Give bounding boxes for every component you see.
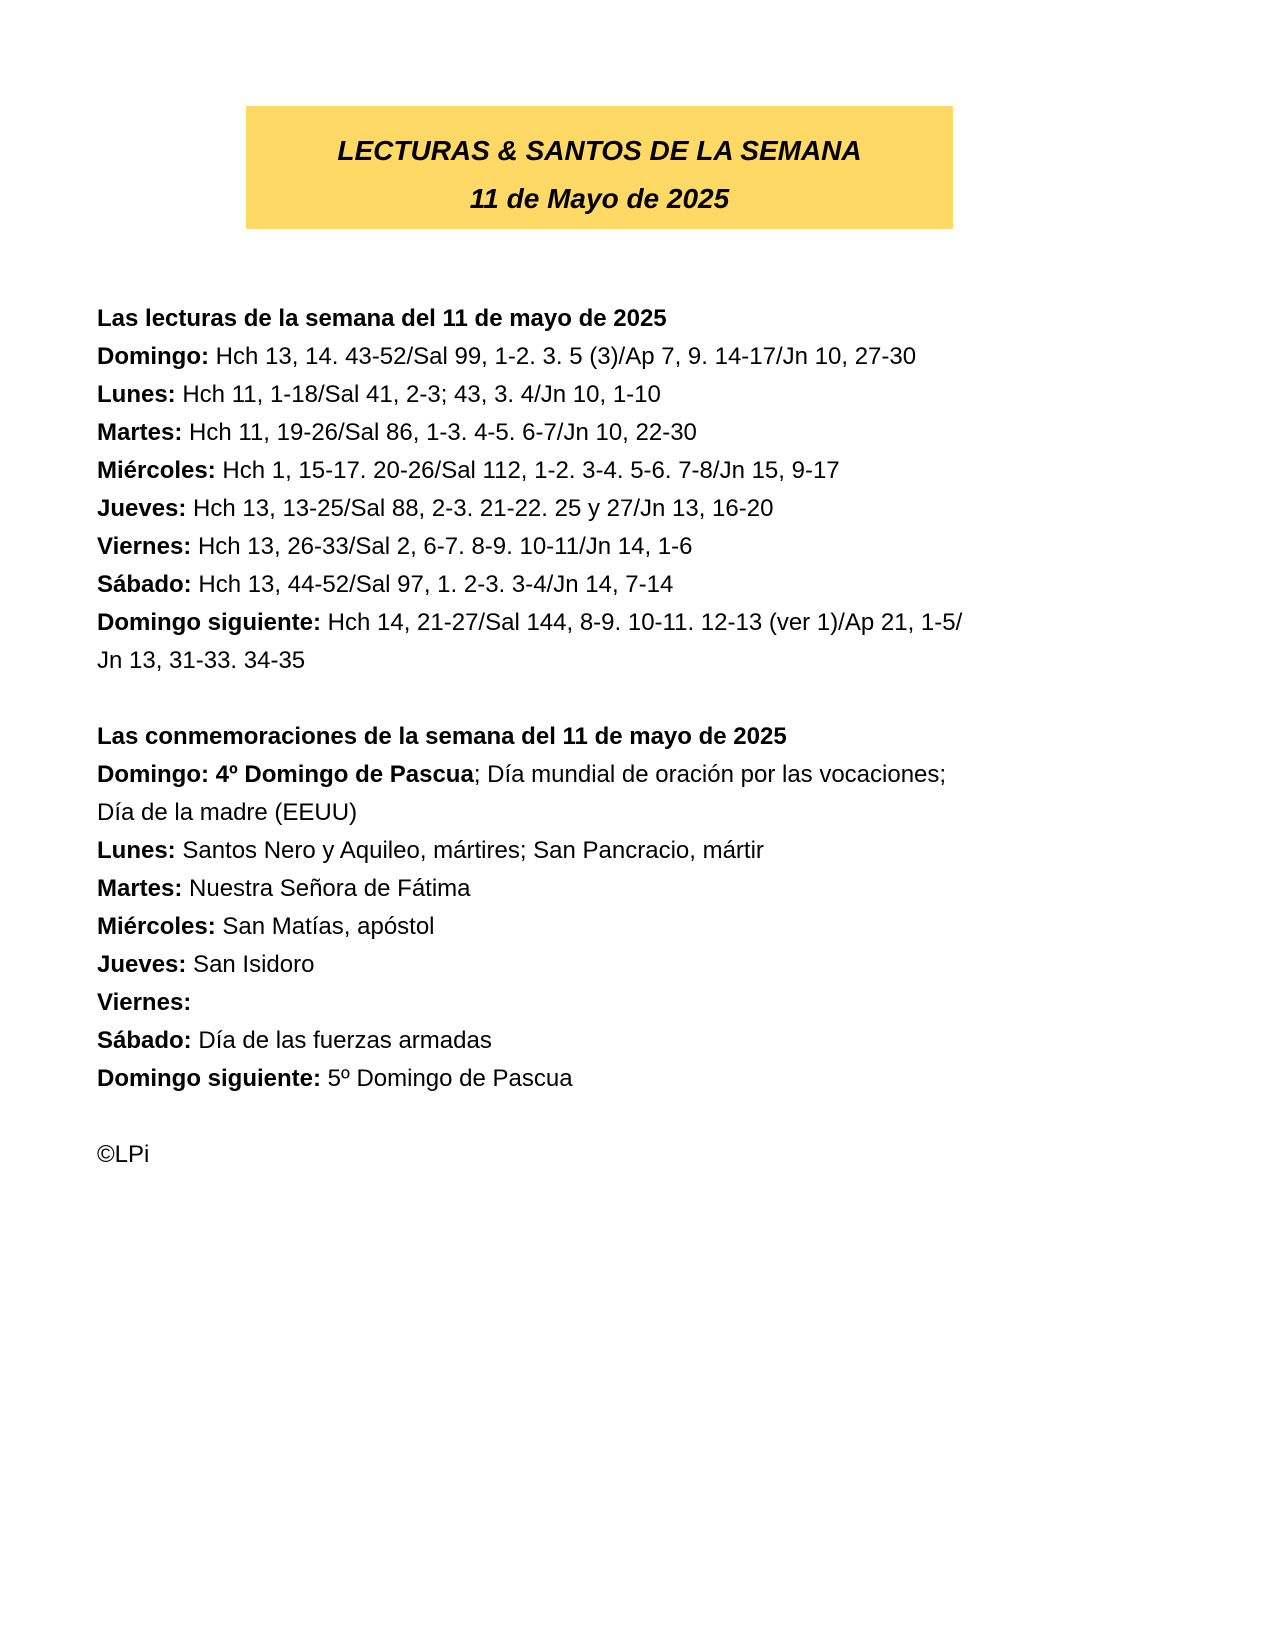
day-label: Martes: (97, 875, 183, 902)
commemoration-text: Nuestra Señora de Fátima (182, 875, 471, 902)
document-body (97, 300, 1097, 1174)
title-banner (246, 106, 953, 229)
readings-heading: Las lecturas de la semana del 11 de mayo de 2025 (97, 305, 667, 332)
reading-line (97, 528, 1097, 566)
day-label: Domingo siguiente: (97, 1065, 321, 1092)
reading-text: Hch 13, 26-33/Sal 2, 6-7. 8-9. 10-11/Jn 14, 1-6 (191, 533, 693, 560)
commemoration-line (97, 870, 1097, 908)
commemoration-line (97, 984, 1097, 1022)
day-label: Miércoles: (97, 457, 216, 484)
reading-line (97, 452, 1097, 490)
section-spacer (97, 680, 1097, 718)
reading-text: Hch 13, 13-25/Sal 88, 2-3. 21-22. 25 y 27/Jn 13, 16-20 (186, 495, 774, 522)
reading-text: Hch 14, 21-27/Sal 144, 8-9. 10-11. 12-13 (ver 1)/Ap 21, 1-5/ (321, 609, 963, 636)
day-label: Viernes: (97, 533, 192, 560)
page-title: LECTURAS & SANTOS DE LA SEMANA (337, 135, 862, 166)
page-date: 11 de Mayo de 2025 (469, 183, 730, 214)
day-label: Miércoles: (97, 913, 216, 940)
day-label: Domingo: 4º Domingo de Pascua (97, 761, 474, 788)
commemorations-heading: Las conmemoraciones de la semana del 11 de mayo de 2025 (97, 723, 787, 750)
commemoration-line (97, 1060, 1097, 1098)
day-label: Sábado: (97, 571, 192, 598)
reading-text: Hch 11, 19-26/Sal 86, 1-3. 4-5. 6-7/Jn 10, 22-30 (182, 419, 697, 446)
commemoration-text: Día de las fuerzas armadas (191, 1027, 492, 1054)
commemoration-line (97, 908, 1097, 946)
reading-text: Hch 1, 15-17. 20-26/Sal 112, 1-2. 3-4. 5-6. 7-8/Jn 15, 9-17 (215, 457, 840, 484)
reading-text: Hch 11, 1-18/Sal 41, 2-3; 43, 3. 4/Jn 10, 1-10 (175, 381, 661, 408)
section-spacer (97, 1098, 1097, 1136)
reading-line (97, 566, 1097, 604)
commemoration-text: San Matías, apóstol (215, 913, 435, 940)
commemoration-line (97, 756, 1097, 794)
commemoration-line (97, 1022, 1097, 1060)
reading-line (97, 604, 1097, 642)
reading-line (97, 490, 1097, 528)
reading-line (97, 338, 1097, 376)
day-label: Lunes: (97, 837, 176, 864)
copyright-notice: ©LPi (97, 1141, 150, 1168)
day-label: Lunes: (97, 381, 176, 408)
reading-line (97, 414, 1097, 452)
commemoration-line (97, 832, 1097, 870)
commemoration-line (97, 946, 1097, 984)
day-label: Sábado: (97, 1027, 192, 1054)
commemoration-text: ; Día mundial de oración por las vocaciones; (473, 761, 947, 788)
reading-text: Hch 13, 44-52/Sal 97, 1. 2-3. 3-4/Jn 14, 7-14 (191, 571, 674, 598)
commemoration-text: San Isidoro (186, 951, 315, 978)
commemoration-text: Santos Nero y Aquileo, mártires; San Pancracio, mártir (175, 837, 764, 864)
reading-line (97, 376, 1097, 414)
day-label: Jueves: (97, 495, 187, 522)
reading-text: Hch 13, 14. 43-52/Sal 99, 1-2. 3. 5 (3)/Ap 7, 9. 14-17/Jn 10, 27-30 (208, 343, 917, 370)
day-label: Martes: (97, 419, 183, 446)
day-label: Jueves: (97, 951, 187, 978)
commemoration-continuation: Día de la madre (EEUU) (97, 799, 358, 826)
day-label: Domingo: (97, 343, 209, 370)
day-label: Domingo siguiente: (97, 609, 321, 636)
reading-continuation: Jn 13, 31-33. 34-35 (97, 647, 306, 674)
commemoration-text: 5º Domingo de Pascua (321, 1065, 573, 1092)
day-label: Viernes: (97, 989, 192, 1016)
